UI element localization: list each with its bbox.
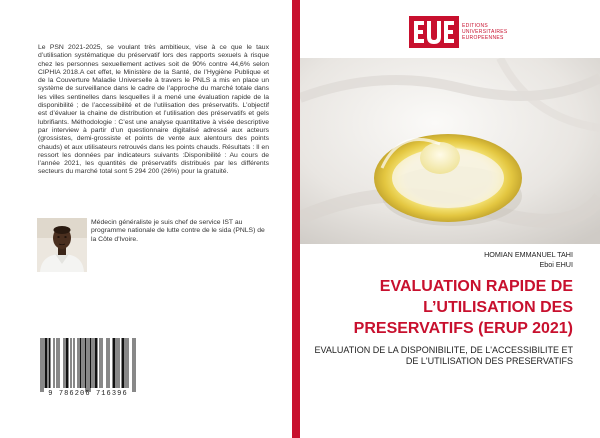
book-title: EVALUATION RAPIDE DE L’UTILISATION DES PRESERVATIFS (ERUP 2021)	[353, 278, 573, 337]
barcode-bar	[91, 338, 92, 388]
barcode-bar	[78, 338, 79, 388]
author-portrait-icon	[37, 218, 87, 272]
barcode-bar	[66, 338, 67, 388]
barcode-bar	[81, 338, 82, 388]
eue-logo-icon	[409, 16, 459, 48]
barcode-bar	[124, 338, 125, 388]
barcode-bar	[83, 338, 84, 388]
barcode-bar	[93, 338, 94, 388]
barcode-bar	[49, 338, 50, 388]
barcode-bar	[45, 338, 46, 388]
barcode-bar	[85, 338, 86, 388]
barcode-bar	[122, 338, 123, 388]
barcode-bar	[114, 338, 115, 388]
barcode-bar	[64, 338, 65, 388]
barcode-bar	[135, 338, 136, 392]
book-spine	[292, 0, 300, 438]
publisher-logo-line: EUROPEENNES	[462, 35, 504, 41]
barcode-bar	[123, 338, 124, 388]
barcode-bar	[43, 338, 44, 392]
barcode-bar	[80, 338, 81, 388]
barcode-bar	[97, 338, 98, 388]
barcode-bar	[74, 338, 75, 388]
barcode-bar	[90, 338, 91, 392]
barcode-bar	[86, 338, 87, 392]
barcode-bar	[115, 338, 116, 388]
barcode-bar	[133, 338, 134, 392]
barcode-bar	[50, 338, 51, 388]
barcode-bar	[95, 338, 96, 388]
condom-photo-icon	[300, 58, 600, 244]
barcode-bar	[71, 338, 72, 388]
back-cover-summary: Le PSN 2021-2025, se voulant très ambitieux, vise à ce que le taux d’utilisation systématique du préservatif lors des rapports sexuels à risque chez les personnes sexuellement actives soit de 90% contre 44,6% selon CIPHIA 2018.A cet effet, le Ministère de la Santé, de l’Hygiène Publique et de la Couverture Maladie Universelle à travers le PNLS a mis en place un système de surveillance dans le cadre de l’approche du marché totale dans les villes sentinelles dans lesquelles il a mené une évaluation rapide de la disponibilité ; de l’accessibilité et de l’utilisation des préservatifs. L’objectif est d’évaluer la chaine de distribution et l’utilisation des préservatifs et gels lubrifiants. Méthodologie : C’est une analyse quantitative à visée descriptive par interview à partir d’un questionnaire digitalisé adressé aux acteurs (grossistes, demi-grossiste et points de vente aux alentours des points chauds) et aux utilisateurs retrouvés dans les points chauds. Résultats : Il en ressort les données par indicateurs suivants :Disponibilité : Au cours de l’année 2021, les quantités de préservatifs distribués par les différents secteurs du marché total sont 5 294 200 (26%) pour la gratuité.	[38, 44, 269, 176]
barcode-bar	[46, 338, 47, 388]
barcode-bar	[102, 338, 103, 388]
barcode-bar	[57, 338, 58, 388]
publisher-logo-text	[462, 23, 508, 41]
author-name: Eboi EHUI	[539, 260, 573, 269]
isbn-number: 9 786206 716396	[48, 390, 128, 398]
publisher-logo-line: UNIVERSITAIRES	[462, 29, 508, 35]
barcode-bar	[68, 338, 69, 388]
barcode-bar	[59, 338, 60, 388]
barcode-bar	[100, 338, 101, 388]
barcode-bar	[41, 338, 42, 392]
book-subtitle: EVALUATION DE LA DISPONIBILITE, DE L'ACCESSIBILITE ET DE L'UTILISATION DES PRESERVATIFS	[314, 345, 573, 366]
barcode-bar	[117, 338, 118, 388]
barcode-bar	[96, 338, 97, 388]
barcode-bar	[88, 338, 89, 392]
barcode-bar	[126, 338, 127, 388]
barcode-bar	[47, 338, 48, 388]
barcode-bar	[67, 338, 68, 388]
barcode-bar	[128, 338, 129, 388]
barcode-bar	[107, 338, 108, 388]
barcode-bar	[109, 338, 110, 388]
author-bio: Médecin généraliste je suis chef de service IST au programme nationale de lutte contre de le sida (PNLS) de la Côte d'Ivoire.	[91, 219, 265, 243]
back-cover	[0, 0, 292, 438]
author-name: HOMIAN EMMANUEL TAHI	[484, 250, 573, 259]
author-names	[484, 250, 573, 270]
barcode-bar	[113, 338, 114, 388]
publisher-logo-line: EDITIONS	[462, 23, 489, 29]
publisher-logo	[409, 16, 508, 48]
barcode-bar	[119, 338, 120, 388]
barcode-bar	[54, 338, 55, 388]
